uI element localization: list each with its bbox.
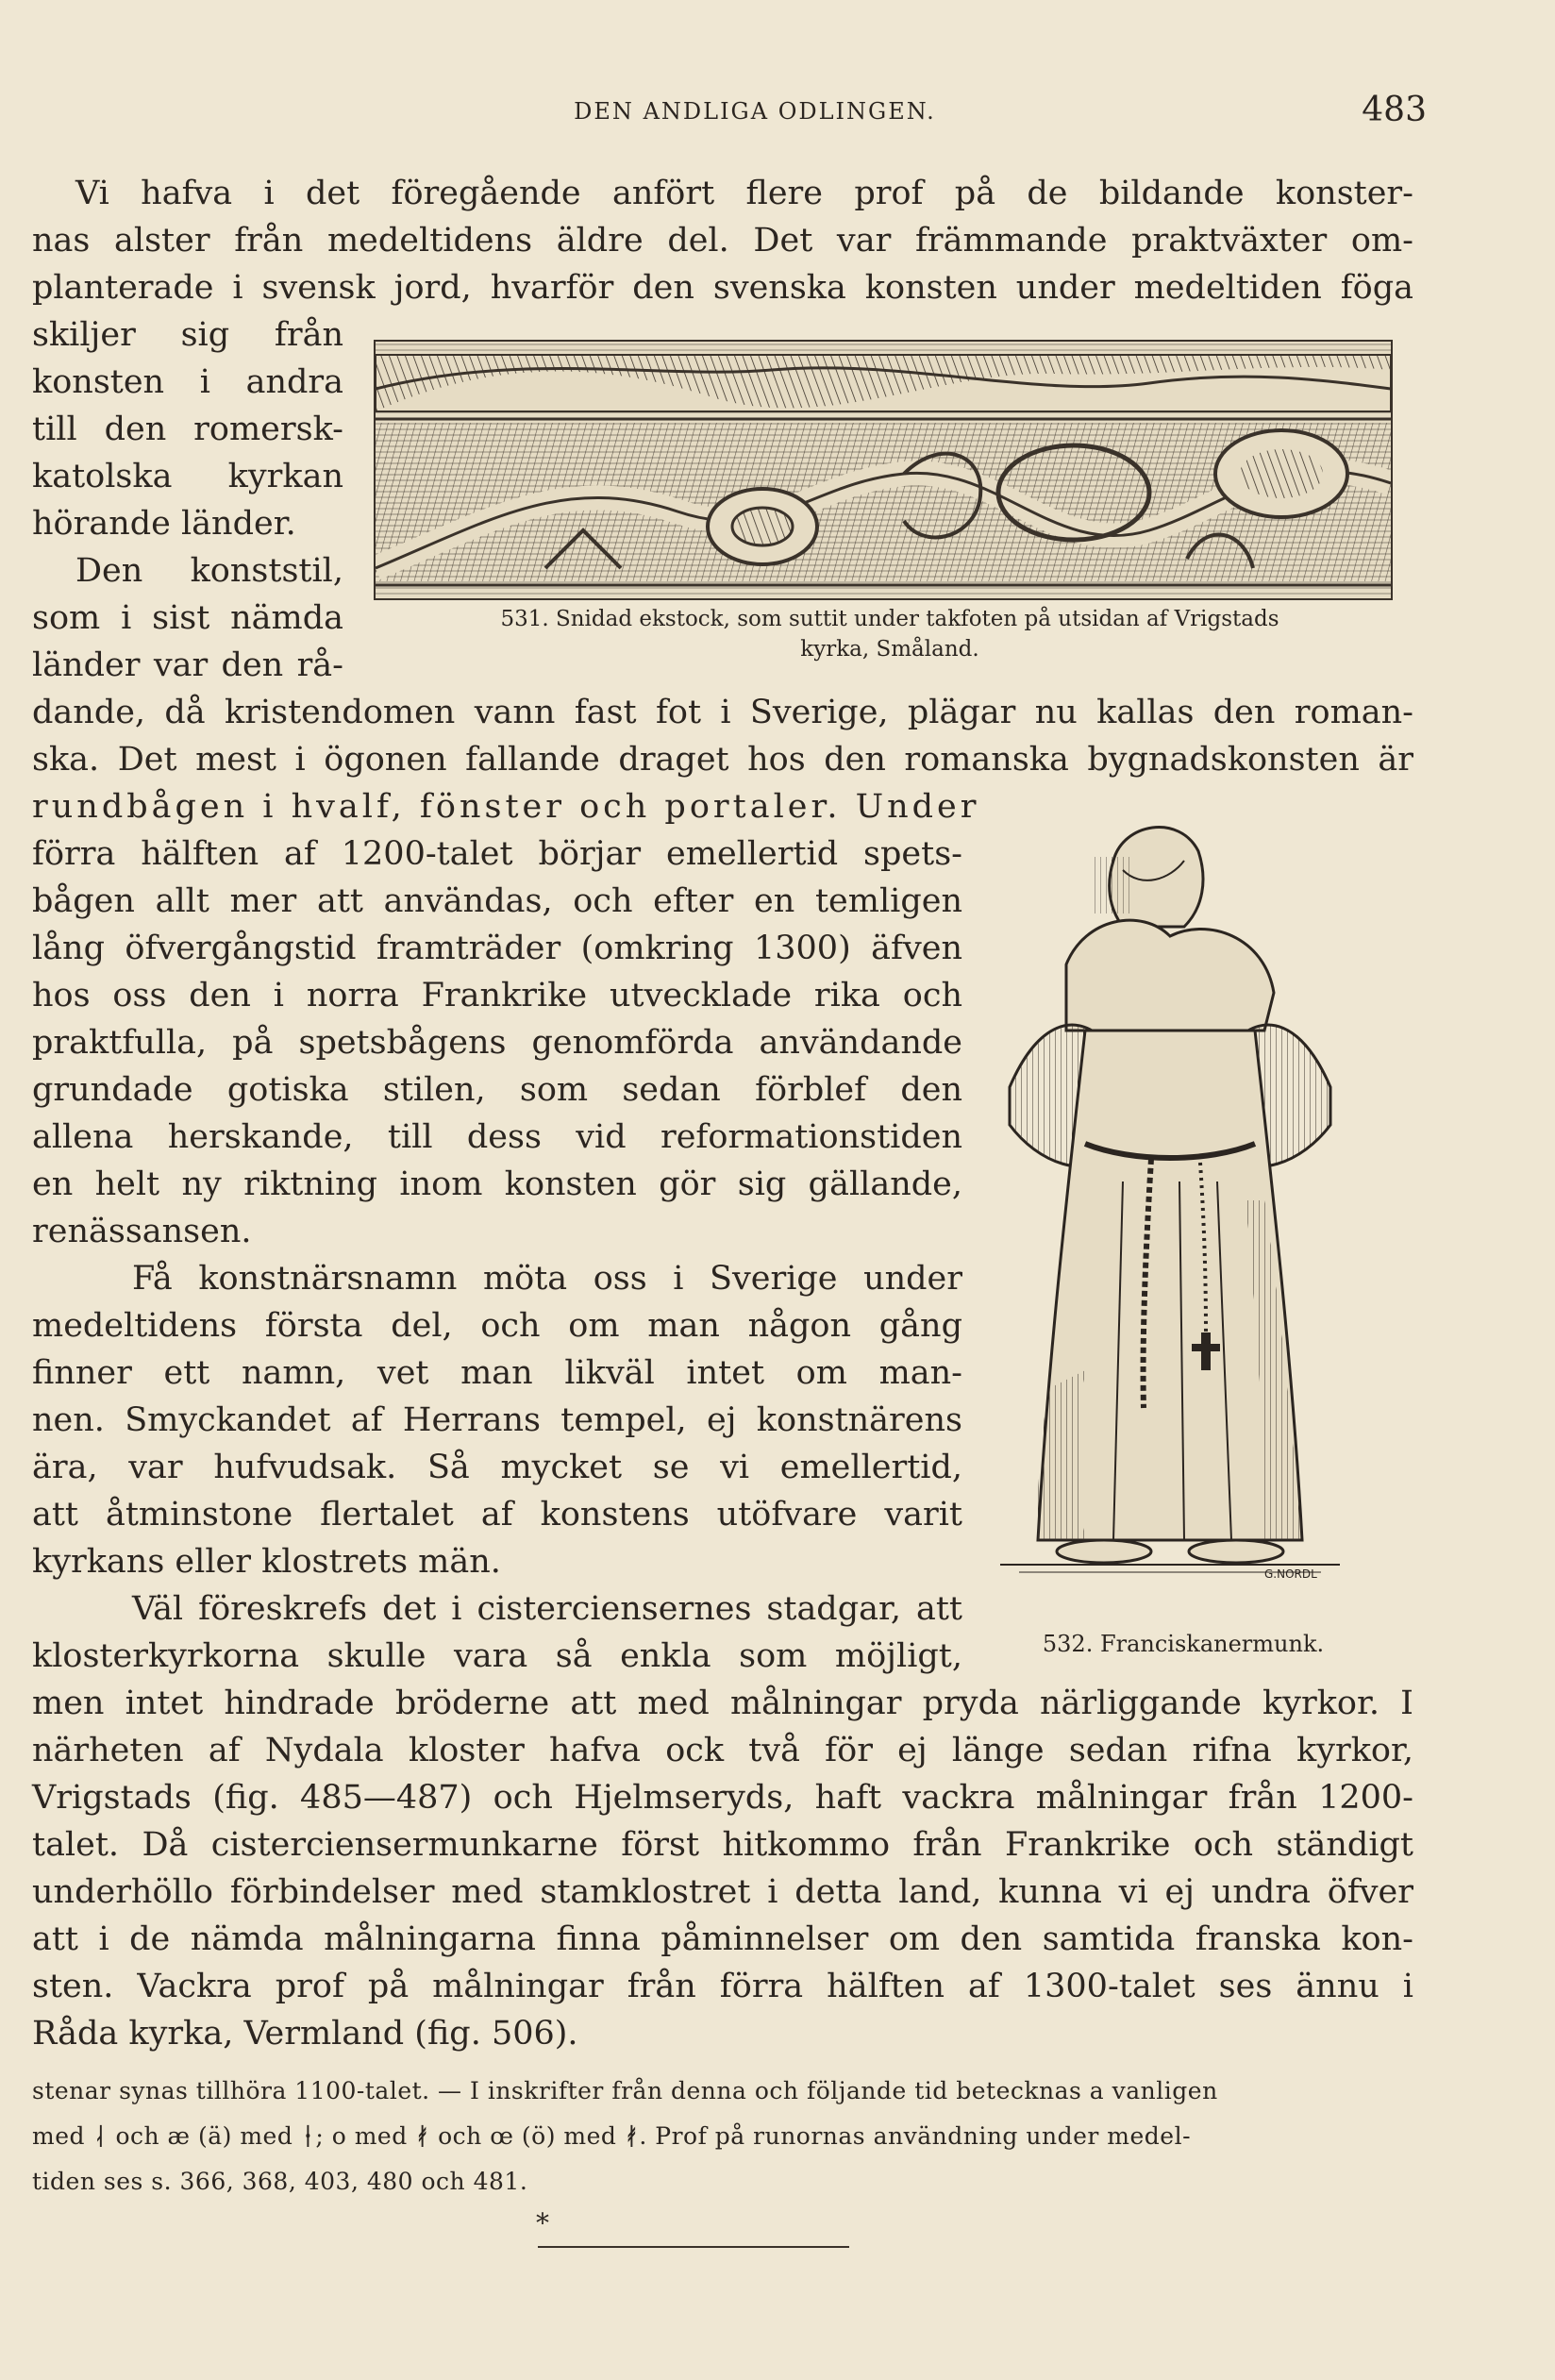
rune-oe-glyph: ᚯ (624, 2122, 640, 2150)
caption-line: 531. Snidad ekstock, som suttit under takfoten på utsidan af Vrigstads (500, 607, 1279, 631)
text-line: skiljer sig från (32, 316, 343, 354)
text-line: underhöllo förbindelser med stamklostret i detta land, kunna vi ej undra öfver (32, 1873, 1413, 1911)
text-line: hörande länder. (32, 505, 296, 543)
footnote-text: och æ (ä) med (115, 2122, 293, 2150)
footnote-line: tiden ses s. 366, 368, 403, 480 och 481. (32, 2168, 528, 2195)
footnote-line: stenar synas tillhöra 1100-talet. — I inskrifter från denna och följande tid betecknas a vanligen (32, 2077, 1218, 2104)
text-line: en helt ny riktning inom konsten gör sig gällande, (32, 1165, 962, 1203)
footnote-text: ; o med (315, 2122, 408, 2150)
footnote-line (32, 2114, 1391, 2159)
text-line: katolska kyrkan (32, 458, 343, 495)
text-line: förra hälften af 1200-talet börjar emellertid spets- (32, 835, 962, 873)
text-line: sten. Vackra prof på målningar från förra hälften af 1300-talet ses ännu i (32, 1968, 1413, 2005)
artist-signature: G.NORDL (1264, 1567, 1317, 1581)
text-line: dande, då kristendomen vann fast fot i Sverige, plägar nu kallas den roman- (32, 694, 1413, 731)
text-line: men intet hindrade bröderne att med målningar pryda närliggande kyrkor. I (32, 1684, 1413, 1722)
figure-531-carved-beam (374, 340, 1393, 600)
text-line: hos oss den i norra Frankrike utvecklade rika och (32, 977, 962, 1014)
page-number: 483 (1362, 91, 1427, 129)
running-header: DEN ANDLIGA ODLINGEN. (574, 98, 936, 125)
rune-o-glyph: ᚯ (415, 2122, 430, 2150)
text-line: ära, var hufvudsak. Så mycket se vi emellertid, (32, 1449, 962, 1486)
text-line: grundade gotiska stilen, som sedan förblef den (32, 1071, 962, 1109)
figure-532-caption: 532. Franciskanermunk. (1042, 1631, 1325, 1657)
footnote-text: med (32, 2122, 86, 2150)
text-line: att åtminstone flertalet af konstens utöfvare varit (32, 1496, 962, 1534)
monk-illustration (981, 804, 1359, 1597)
text-line: Vi hafva i det föregående anfört flere prof på de bildande konster- (75, 175, 1413, 212)
text-line: Vrigstads (fig. 485—487) och Hjelmseryds, haft vackra målningar från 1200- (32, 1779, 1413, 1817)
text-line: praktfulla, på spetsbågens genomförda användande (32, 1024, 962, 1062)
text-line: planterade i svensk jord, hvarför den svenska konsten under medeltiden föga (32, 269, 1413, 307)
text-line: närheten af Nydala kloster hafva ock två för ej länge sedan rifna kyrkor, (32, 1732, 1413, 1769)
text-line: som i sist nämda (32, 599, 343, 637)
text-line: Råda kyrka, Vermland (fig. 506). (32, 2015, 578, 2053)
printer-mark: ⁎ (536, 2199, 549, 2230)
text-line: ska. Det mest i ögonen fallande draget hos den romanska bygnadskonsten är (32, 741, 1413, 779)
text-line: finner ett namn, vet man likväl intet om man- (32, 1354, 962, 1392)
footnote-text: och œ (ö) med (438, 2122, 617, 2150)
text-line: nen. Smyckandet af Herrans tempel, ej konstnärens (32, 1401, 962, 1439)
text-line: talet. Då cisterciensermunkarne först hitkommo från Frankrike och ständigt (32, 1826, 1413, 1864)
text-line: Den konststil, (75, 552, 343, 590)
carved-beam-illustration (376, 342, 1391, 598)
bottom-rule (538, 2246, 849, 2248)
text-line: rundbågen i hvalf, fönster och portaler. Under (32, 788, 980, 826)
text-line: renässansen. (32, 1213, 252, 1250)
text-line: bågen allt mer att användas, och efter en temligen (32, 882, 962, 920)
text-line: till den romersk- (32, 411, 343, 448)
text-line: kyrkans eller klostrets män. (32, 1543, 501, 1581)
footnote-text: . Prof på runornas användning under medel- (639, 2122, 1192, 2150)
rune-a-glyph: ᛆ (92, 2122, 108, 2150)
text-line: Få konstnärsnamn möta oss i Sverige under (132, 1260, 962, 1298)
text-line: länder var den rå- (32, 646, 343, 684)
figure-532-franciscan-monk (981, 804, 1359, 1597)
text-line: konsten i andra (32, 363, 343, 401)
text-line: att i de nämda målningarna finna påminnelser om den samtida franska kon- (32, 1920, 1413, 1958)
caption-line: kyrka, Småland. (800, 637, 979, 662)
text-line: lång öfvergångstid framträder (omkring 1300) äfven (32, 930, 962, 967)
text-line: nas alster från medeltidens äldre del. Det var främmande praktväxter om- (32, 222, 1413, 260)
figure-531-caption (389, 604, 1391, 664)
text-line: allena herskande, till dess vid reformationstiden (32, 1118, 962, 1156)
text-line: medeltidens första del, och om man någon gång (32, 1307, 962, 1345)
text-line: Väl föreskrefs det i cisterciensernes stadgar, att (132, 1590, 962, 1628)
text-line: klosterkyrkorna skulle vara så enkla som möjligt, (32, 1637, 962, 1675)
rune-ae-glyph: ᛂ (300, 2122, 316, 2150)
